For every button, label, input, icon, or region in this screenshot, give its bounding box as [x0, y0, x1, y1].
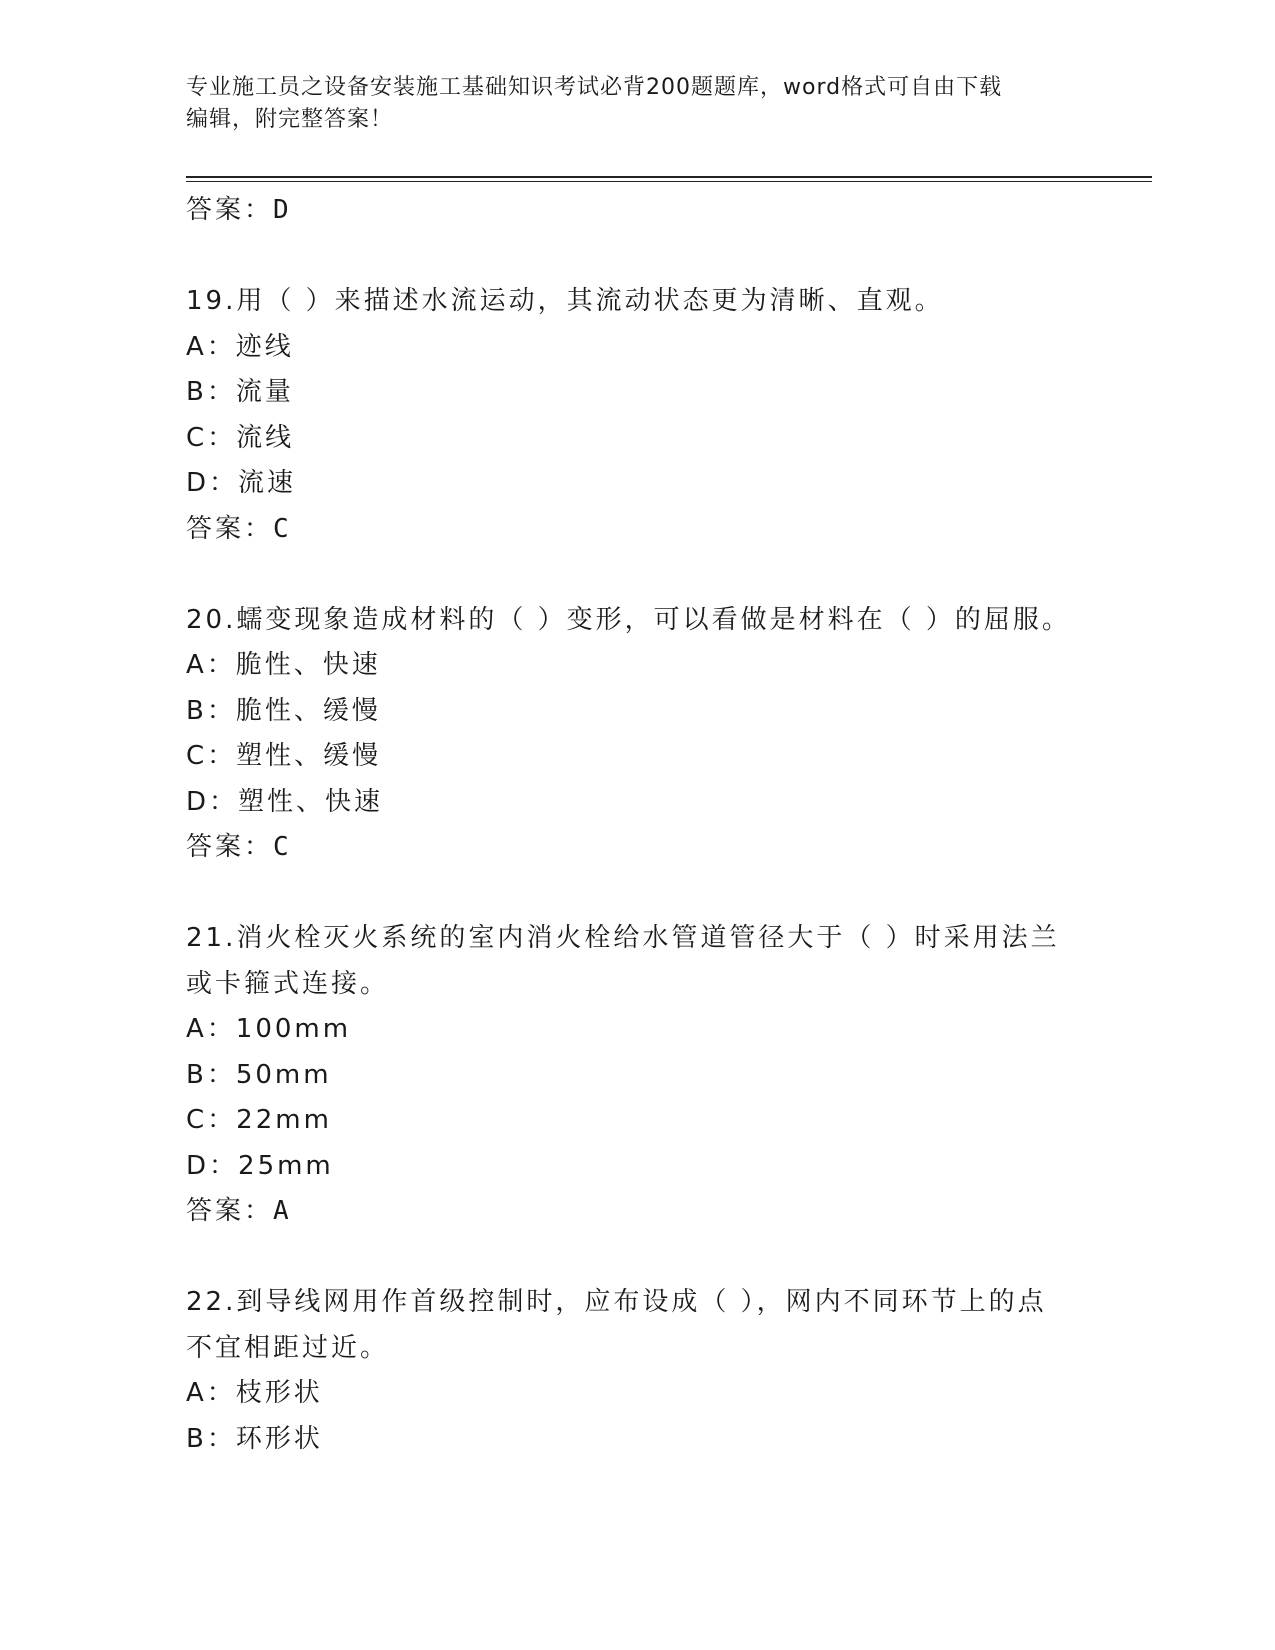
option-b: B：50mm [186, 1059, 332, 1090]
question-list [186, 188, 1086, 1462]
question-20 [186, 598, 1086, 871]
answer-line: 答案：C [186, 832, 292, 862]
answer-line: 答案：A [186, 1196, 292, 1226]
answer-line: 答案：D [186, 195, 292, 225]
spacer [186, 1235, 1086, 1281]
header-line-2: 编辑，附完整答案！ [186, 107, 394, 132]
question-stem-line-1: 22.到导线网用作首级控制时，应布设成（ ），网内不同环节上的点 [186, 1287, 1047, 1317]
header-rule-thick [186, 176, 1152, 178]
question-stem-line-2: 或卡箍式连接。 [186, 968, 390, 999]
option-c: C：塑性、缓慢 [186, 741, 382, 771]
spacer [186, 552, 1086, 598]
option-d: D：25mm [186, 1150, 334, 1181]
option-b: B：脆性、缓慢 [186, 695, 381, 726]
answer-line: 答案：C [186, 513, 292, 544]
option-a: A：脆性、快速 [186, 650, 381, 680]
spacer [186, 871, 1086, 917]
option-a: A：100mm [186, 1014, 352, 1044]
question-stem-line-2: 不宜相距过近。 [186, 1332, 390, 1363]
option-a: A：迹线 [186, 331, 294, 362]
option-b: B：流量 [186, 377, 294, 407]
option-b: B：环形状 [186, 1423, 323, 1454]
option-d: D：塑性、快速 [186, 786, 384, 817]
question-stem: 20.蠕变现象造成材料的（ ）变形，可以看做是材料在（ ）的屈服。 [186, 604, 1071, 635]
question-stem: 19.用（ ）来描述水流运动，其流动状态更为清晰、直观。 [186, 286, 944, 316]
question-22 [186, 1280, 1086, 1462]
question-21 [186, 916, 1086, 1235]
question-19 [186, 279, 1086, 552]
document-header [186, 72, 1066, 136]
option-a: A：枝形状 [186, 1378, 323, 1408]
option-c: C：流线 [186, 422, 295, 453]
header-rule-thin [186, 181, 1152, 182]
header-line-1: 专业施工员之设备安装施工基础知识考试必背200题题库，word格式可自由下载 [186, 75, 1003, 100]
spacer [186, 234, 1086, 280]
option-d: D：流速 [186, 468, 297, 498]
question-stem-line-1: 21.消火栓灭火系统的室内消火栓给水管道管径大于（ ）时采用法兰 [186, 923, 1060, 953]
option-c: C：22mm [186, 1105, 332, 1135]
